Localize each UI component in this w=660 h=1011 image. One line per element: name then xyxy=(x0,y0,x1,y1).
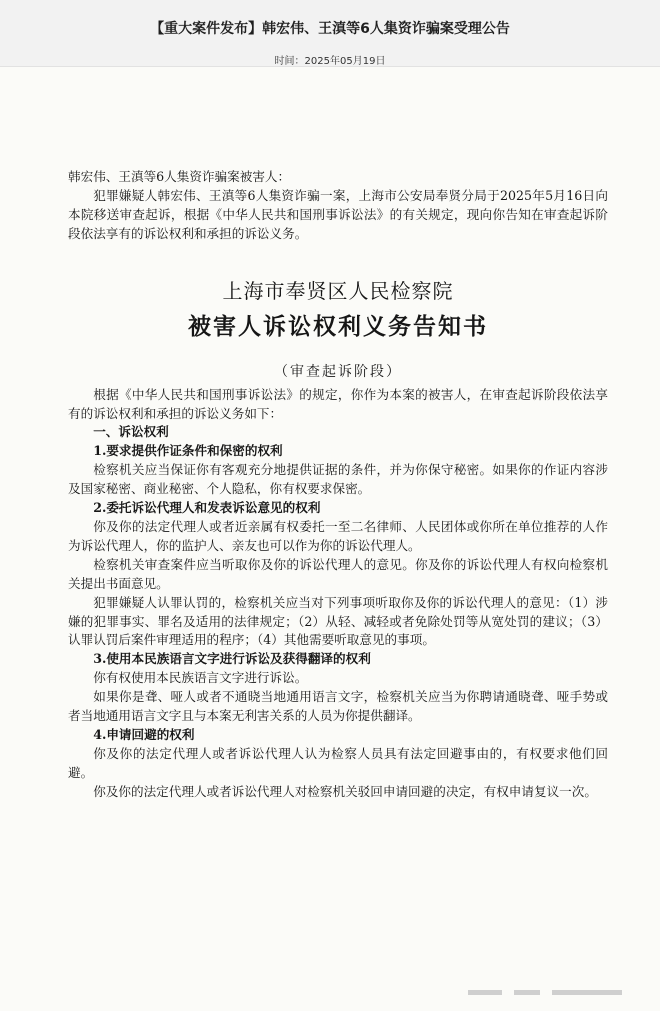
organization-name: 上海市奉贤区人民检察院 xyxy=(222,278,454,303)
notice-document xyxy=(68,168,608,802)
intro-paragraph: 犯罪嫌疑人韩宏伟、王滇等6人集资诈骗一案，上海市公安局奉贤分局于2025年5月16日向本院移送审查起诉，根据《中华人民共和国刑事诉讼法》的有关规定，现向你告知在审查起诉阶段依法享有的诉讼权利和承担的诉讼义务。 xyxy=(68,187,608,241)
item-text-4b: 你及你的法定代理人或者诉讼代理人对检察机关驳回申请回避的决定，有权申请复议一次。 xyxy=(93,783,597,799)
document-title: 被害人诉讼权利义务告知书 xyxy=(188,312,488,340)
item-text-2b: 检察机关审查案件应当听取你及你的诉讼代理人的意见。你及你的诉讼代理人有权向检察机关提出书面意见。 xyxy=(68,556,608,591)
article-header xyxy=(0,0,660,67)
item-text-3b: 如果你是聋、哑人或者不通晓当地通用语言文字，检察机关应当为你聘请通晓聋、哑手势或者当地通用语言文字且与本案无利害关系的人员为你提供翻译。 xyxy=(68,689,608,724)
article-title: 【重大案件发布】韩宏伟、王滇等6人集资诈骗案受理公告 xyxy=(150,21,510,37)
item-heading-4: 4.申请回避的权利 xyxy=(93,726,195,742)
item-text-3a: 你有权使用本民族语言文字进行诉讼。 xyxy=(93,670,308,686)
item-heading-1: 1.要求提供作证条件和保密的权利 xyxy=(93,443,283,459)
item-text-2c: 犯罪嫌疑人认罪认罚的，检察机关应当对下列事项听取你及你的诉讼代理人的意见：（1）涉嫌的犯罪事实、罪名及适用的法律规定；（2）从轻、减轻或者免除处罚等从宽处罚的建议；（3）认罪认罚后案件审理适用的程序；（4）其他需要听取意见的事项。 xyxy=(68,594,608,648)
document-stage: （审查起诉阶段） xyxy=(274,363,402,380)
item-heading-3: 3.使用本民族语言文字进行诉讼及获得翻译的权利 xyxy=(93,651,371,667)
item-text-2a: 你及你的法定代理人或者近亲属有权委托一至二名律师、人民团体或你所在单位推荐的人作为诉讼代理人，你的监护人、亲友也可以作为你的诉讼代理人。 xyxy=(68,518,608,553)
item-text-4a: 你及你的法定代理人或者诉讼代理人认为检察人员具有法定回避事由的，有权要求他们回避。 xyxy=(68,745,608,780)
salutation: 韩宏伟、王滇等6人集资诈骗案被害人： xyxy=(68,169,291,184)
item-heading-2: 2.委托诉讼代理人和发表诉讼意见的权利 xyxy=(93,500,321,516)
preamble-paragraph: 根据《中华人民共和国刑事诉讼法》的规定，你作为本案的被害人，在审查起诉阶段依法享有的诉讼权利和承担的诉讼义务如下： xyxy=(68,386,608,421)
item-text-1: 检察机关应当保证你有客观充分地提供证据的条件，并为你保守秘密。如果你的作证内容涉及国家秘密、商业秘密、个人隐私，你有权要求保密。 xyxy=(68,462,608,497)
section-heading-rights: 一、诉讼权利 xyxy=(93,424,169,440)
watermark xyxy=(468,982,648,998)
publish-time: 时间：2025年05月19日 xyxy=(274,56,386,67)
